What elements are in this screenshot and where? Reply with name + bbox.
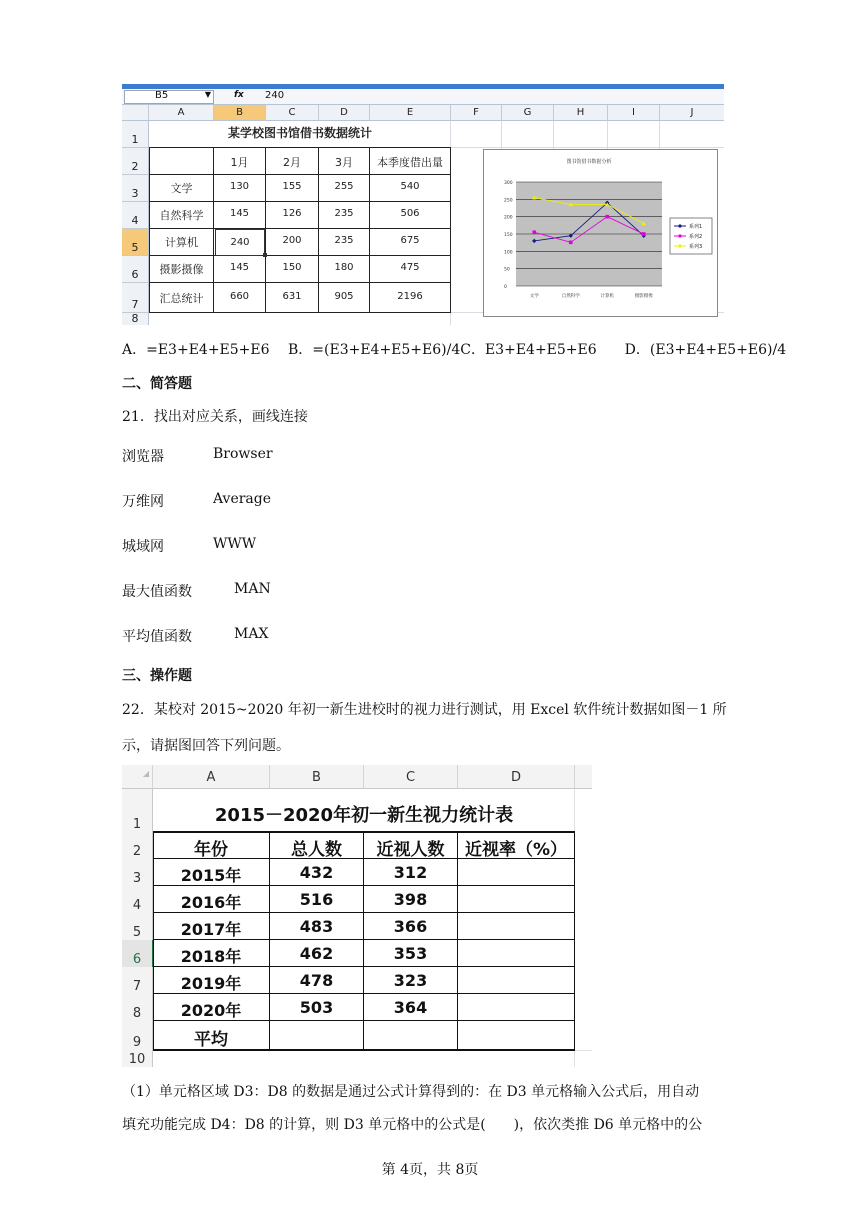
y-tick-label: 100 xyxy=(504,250,513,256)
x-tick-label: 文学 xyxy=(529,294,539,299)
row-header-1[interactable]: 1 xyxy=(122,789,153,832)
row-label[interactable]: 摄影摄像 xyxy=(159,263,204,276)
col-header-f[interactable]: F xyxy=(451,105,502,121)
data-point xyxy=(532,230,536,234)
line-chart[interactable] xyxy=(483,149,718,317)
data-cell[interactable]: 660 xyxy=(229,291,250,302)
name-box[interactable] xyxy=(124,90,214,104)
q21-left-3: 城域网 xyxy=(122,539,164,555)
col-header-i[interactable]: I xyxy=(608,105,660,121)
data-cell[interactable]: 180 xyxy=(334,262,354,273)
y-tick-label: 200 xyxy=(504,215,513,221)
q20-options: A．=E3+E4+E5+E6 B．=(E3+E4+E5+E6)/4C．E3+E4+E5+E6 D．(E3+E4+E5+E6)/4 xyxy=(122,342,787,358)
border xyxy=(149,174,451,175)
border xyxy=(574,831,575,1051)
border xyxy=(149,147,150,313)
row-header-3[interactable]: 3 xyxy=(122,175,149,202)
row-header-6[interactable]: 6 xyxy=(122,256,149,283)
border xyxy=(265,147,266,313)
col-header-c[interactable]: C xyxy=(266,105,319,121)
total-cell[interactable]: 462 xyxy=(299,944,334,963)
row-label[interactable]: 自然科学 xyxy=(159,209,204,222)
col-header-d[interactable]: D xyxy=(319,105,370,121)
vision-spreadsheet xyxy=(122,765,592,1067)
row-header-2[interactable]: 2 xyxy=(122,148,149,175)
border xyxy=(369,147,370,313)
border xyxy=(318,147,319,313)
header-cell[interactable]: 近视率（%） xyxy=(464,840,568,860)
fill-handle[interactable] xyxy=(263,253,267,257)
average-label[interactable]: 平均 xyxy=(194,1030,228,1050)
legend-label: 系列3 xyxy=(689,244,703,250)
data-cell[interactable]: 145 xyxy=(229,208,250,219)
q21-right-1: Browser xyxy=(213,446,273,462)
q21-left-2: 万维网 xyxy=(122,494,164,510)
page-footer: 第 4页，共 8页 xyxy=(381,1162,479,1178)
myopia-cell[interactable]: 353 xyxy=(393,944,428,963)
q21-left-1: 浏览器 xyxy=(122,449,164,465)
data-cell[interactable]: 126 xyxy=(282,208,302,219)
total-cell[interactable]: 483 xyxy=(299,917,334,936)
library-spreadsheet xyxy=(122,84,724,325)
legend-marker xyxy=(678,234,681,237)
data-cell[interactable]: 905 xyxy=(334,291,354,302)
data-cell[interactable]: 675 xyxy=(400,235,420,246)
name-box-value: B5 xyxy=(155,90,169,101)
data-cell[interactable]: 506 xyxy=(400,208,420,219)
data-cell[interactable]: 150 xyxy=(282,262,302,273)
active-cell-b5[interactable]: 240 xyxy=(215,229,265,256)
border xyxy=(149,228,451,229)
data-cell[interactable]: 235 xyxy=(334,235,354,246)
q21-right-2: Average xyxy=(213,491,272,507)
data-cell[interactable]: 155 xyxy=(282,181,302,192)
data-cell[interactable]: 540 xyxy=(400,181,420,192)
row-header-8[interactable]: 8 xyxy=(122,994,153,1021)
row-header-5[interactable]: 5 xyxy=(122,913,153,940)
row-header-1[interactable]: 1 xyxy=(122,121,149,148)
legend-marker xyxy=(678,244,681,247)
x-tick-label: 自然科学 xyxy=(561,294,580,299)
legend-label: 系列2 xyxy=(689,234,703,240)
y-tick-label: 250 xyxy=(504,198,513,204)
header-cell[interactable]: 年份 xyxy=(194,840,228,860)
legend-label: 系列1 xyxy=(689,224,703,230)
col-header-b[interactable]: B xyxy=(270,765,364,789)
q21-right-4: MAN xyxy=(234,581,271,597)
myopia-cell[interactable]: 312 xyxy=(393,863,428,882)
col-header-h[interactable]: H xyxy=(554,105,608,121)
q22-sub1-line1: （1）单元格区域 D3：D8 的数据是通过公式计算得到的：在 D3 单元格输入公式后，用自动 xyxy=(122,1084,700,1100)
sheet2-title[interactable]: 2015－2020年初一新生视力统计表 xyxy=(214,805,514,826)
year-cell[interactable]: 2016年 xyxy=(180,893,242,912)
total-cell[interactable]: 478 xyxy=(299,971,334,990)
q21-right-3: WWW xyxy=(213,536,257,552)
border xyxy=(149,282,451,283)
data-cell[interactable]: 255 xyxy=(334,181,354,192)
row-header-8[interactable]: 8 xyxy=(122,313,149,325)
header-cell[interactable]: 1月 xyxy=(230,156,249,169)
total-cell[interactable]: 503 xyxy=(299,998,334,1017)
y-tick-label: 300 xyxy=(504,181,513,186)
q21-left-5: 平均值函数 xyxy=(122,629,192,645)
year-cell[interactable]: 2018年 xyxy=(180,947,242,966)
chart-title: 图书馆借书数据分析 xyxy=(566,159,612,165)
section3-title: 三、操作题 xyxy=(122,668,192,684)
q22-stem-line1: 22．某校对 2015~2020 年初一新生进校时的视力进行测试，用 Excel 软件统计数据如图－1 所 xyxy=(122,702,727,718)
data-cell[interactable]: 631 xyxy=(282,291,302,302)
year-cell[interactable]: 2015年 xyxy=(180,866,242,885)
year-cell[interactable]: 2020年 xyxy=(180,1001,242,1020)
data-cell[interactable]: 145 xyxy=(229,262,250,273)
data-point xyxy=(569,241,573,245)
row-header-4[interactable]: 4 xyxy=(122,886,153,913)
col-header-j[interactable]: J xyxy=(660,105,724,121)
data-point xyxy=(642,232,646,236)
border xyxy=(149,255,451,256)
data-cell[interactable]: 130 xyxy=(229,181,250,192)
q21-right-5: MAX xyxy=(234,626,269,642)
data-cell[interactable]: 235 xyxy=(334,208,354,219)
col-header-e[interactable]: E xyxy=(370,105,451,121)
row-header-5[interactable]: 5 xyxy=(122,229,149,256)
col-header-g[interactable]: G xyxy=(502,105,554,121)
border xyxy=(153,831,575,833)
myopia-cell[interactable]: 323 xyxy=(393,971,428,990)
col-header-blank[interactable] xyxy=(575,765,592,789)
header-cell[interactable]: 3月 xyxy=(335,156,353,169)
q22-sub1-line2: 填充功能完成 D4：D8 的计算，则 D3 单元格中的公式是( )，依次类推 D6 单元格中的公 xyxy=(122,1117,703,1133)
header-cell[interactable]: 2月 xyxy=(283,156,301,169)
row-header-6[interactable]: 6 xyxy=(122,940,153,967)
q22-stem-line2: 示，请据图回答下列问题。 xyxy=(122,738,290,754)
col-header-d[interactable]: D xyxy=(458,765,575,789)
x-tick-label: 摄影摄像 xyxy=(634,294,653,299)
total-cell[interactable]: 432 xyxy=(299,863,334,882)
select-all-corner[interactable] xyxy=(122,105,149,121)
border xyxy=(149,147,451,148)
row-header-3[interactable]: 3 xyxy=(122,859,153,886)
row-header-10[interactable]: 10 xyxy=(122,1050,153,1067)
header-cell[interactable]: 近视人数 xyxy=(376,840,445,860)
row-label[interactable]: 汇总统计 xyxy=(159,292,204,305)
x-tick-label: 计算机 xyxy=(600,294,614,299)
year-cell[interactable]: 2019年 xyxy=(180,974,242,993)
myopia-cell[interactable]: 398 xyxy=(393,890,428,909)
formula-bar xyxy=(122,89,724,105)
row-header-2[interactable]: 2 xyxy=(122,832,153,859)
row-header-7[interactable]: 7 xyxy=(122,283,149,313)
sheet1-title[interactable]: 某学校图书馆借书数据统计 xyxy=(227,126,372,140)
data-cell[interactable]: 2196 xyxy=(397,291,423,302)
border xyxy=(450,147,451,313)
col-header-a[interactable]: A xyxy=(149,105,214,121)
formula-input[interactable]: 240 xyxy=(265,90,285,101)
year-cell[interactable]: 2017年 xyxy=(180,920,242,939)
select-all-corner[interactable]: ◢ xyxy=(122,765,153,789)
header-cell[interactable]: 总人数 xyxy=(291,840,342,860)
col-header-c[interactable]: C xyxy=(364,765,458,789)
data-point xyxy=(605,215,609,219)
data-cell[interactable]: 200 xyxy=(282,235,302,246)
dropdown-icon[interactable]: ▼ xyxy=(204,90,211,99)
section2-title: 二、简答题 xyxy=(122,376,192,392)
y-tick-label: 0 xyxy=(504,285,507,290)
border xyxy=(213,147,214,313)
fx-icon: fx xyxy=(234,90,244,100)
col-header-b[interactable]: B xyxy=(214,105,266,121)
row-label[interactable]: 文学 xyxy=(170,182,193,195)
row-label[interactable]: 计算机 xyxy=(165,236,198,249)
row-header-4[interactable]: 4 xyxy=(122,202,149,229)
q21-stem: 21．找出对应关系，画线连接 xyxy=(122,409,308,425)
border xyxy=(149,312,451,313)
header-cell[interactable]: 本季度借出量 xyxy=(377,156,443,169)
legend-marker xyxy=(678,224,681,227)
myopia-cell[interactable]: 366 xyxy=(393,917,428,936)
myopia-cell[interactable]: 364 xyxy=(393,998,428,1017)
q21-left-4: 最大值函数 xyxy=(122,584,192,600)
row-header-7[interactable]: 7 xyxy=(122,967,153,994)
border xyxy=(149,201,451,202)
y-tick-label: 50 xyxy=(504,267,510,273)
col-header-a[interactable]: A xyxy=(153,765,270,789)
row-header-9[interactable]: 9 xyxy=(122,1021,153,1050)
total-cell[interactable]: 516 xyxy=(299,890,334,909)
data-cell[interactable]: 475 xyxy=(400,262,420,273)
chart-svg xyxy=(484,150,717,316)
y-tick-label: 150 xyxy=(504,233,513,238)
border xyxy=(457,831,458,1051)
